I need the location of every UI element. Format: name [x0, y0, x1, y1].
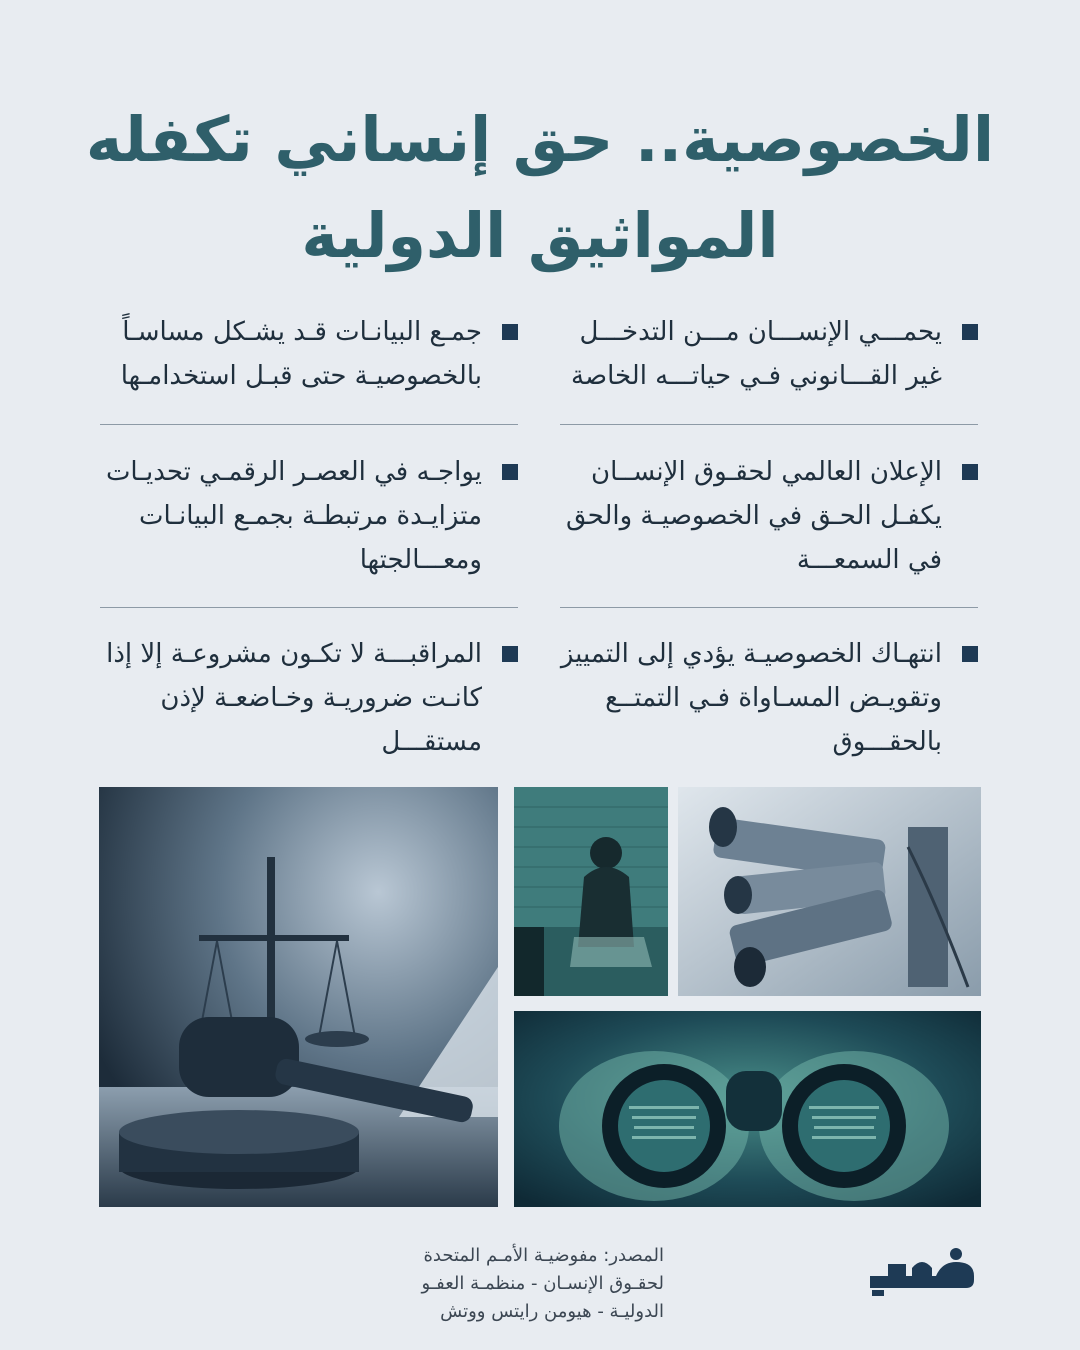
divider: [560, 607, 978, 608]
square-bullet-icon: [502, 646, 518, 662]
binoculars-data-photo: [514, 1011, 981, 1207]
distressed-person-photo: [514, 787, 668, 996]
square-bullet-icon: [962, 464, 978, 480]
point-item: [560, 632, 978, 764]
sifr-logo: [866, 1240, 980, 1296]
point-text: الإعلان العالمي لحقـوق الإنســان يكفـل الحـق في الخصوصيـة والحق في السمعـــة: [566, 457, 942, 575]
title-line-2: المواثيق الدولية: [301, 199, 779, 272]
square-bullet-icon: [962, 646, 978, 662]
divider: [100, 424, 518, 425]
point-text: جمـع البيانـات قـد يشـكل مساسـاً بالخصوصيـة حتى قبـل استخدامـها: [120, 317, 482, 391]
square-bullet-icon: [962, 324, 978, 340]
scales-of-justice-photo: [99, 787, 498, 1207]
point-text: يواجـه في العصـر الرقمـي تحديـات متزايـدة مرتبطـة بجمـع البيانـات ومعـــالجتها: [105, 457, 482, 575]
point-item: [560, 310, 978, 398]
point-item: [100, 310, 518, 398]
title-line-1: الخصوصية.. حق إنساني تكفله: [85, 103, 995, 176]
divider: [100, 607, 518, 608]
square-bullet-icon: [502, 324, 518, 340]
page-title: [0, 92, 1080, 284]
point-item: [100, 450, 518, 582]
square-bullet-icon: [502, 464, 518, 480]
divider: [560, 424, 978, 425]
surveillance-cameras-photo: [678, 787, 981, 996]
point-text: انتهـاك الخصوصيـة يؤدي إلى التمييز وتقويـض المسـاواة فـي التمتــع بالحقـــوق: [560, 639, 942, 757]
source-note: المصدر: مفوضيـة الأمـم المتحدة لحقـوق الإنسـان - منظمـة العفـو الدوليـة - هيومن رايتس ووتش: [421, 1245, 664, 1322]
point-text: يحمـــي الإنســـان مـــن التدخـــل غير القـــانوني فـي حياتـــه الخاصة: [571, 317, 942, 391]
point-item: [560, 450, 978, 582]
point-text: المراقبـــة لا تكـون مشروعـة إلا إذا كانـت ضروريـة وخـاضعـة لإذن مستقـــل: [106, 639, 482, 757]
point-item: [100, 632, 518, 764]
